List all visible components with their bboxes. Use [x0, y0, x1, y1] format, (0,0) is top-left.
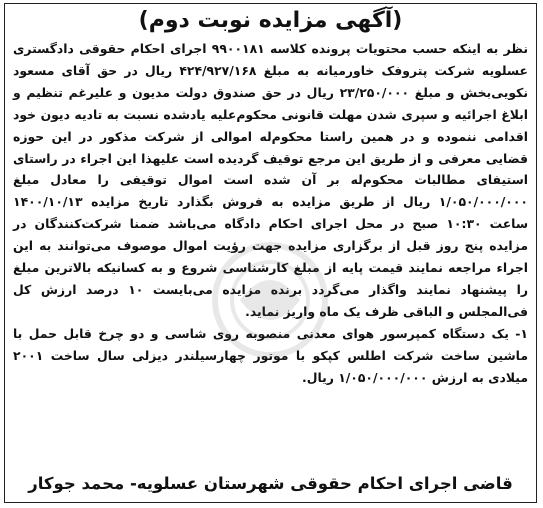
judge-signature: قاضی اجرای احکام حقوقی شهرستان عسلویه- محمد جوکار	[28, 474, 513, 493]
notice-title: (آگهی مزایده نوبت دوم)	[138, 8, 403, 33]
auction-item: ۱- یک دستگاه کمپرسور هوای معدنی منصوبه روی شاسی و دو چرخ قابل حمل با ماشین ساخت شرکت اطلس کپکو با موتور چهارسیلندر دیزلی سال ساخت ۲۰۰۱ میلادی به ارزش ۱/۰۵۰/۰۰۰/۰۰۰ ریال.	[13, 325, 528, 385]
notice-paragraph: نظر به اینکه حسب محتویات پرونده کلاسه ۹۹۰۰۱۸۱ اجرای احکام حقوقی دادگستری عسلویه شرکت پتروفک خاورمیانه به مبلغ ۴۲۴/۹۲۷/۱۶۸ ریال در حق آقای مسعود نکویی‌بخش و مبلغ ۲۳/۲۵۰/۰۰۰ ریال در حق صندوق دولت مدیون و علیرغم تنظیم و ابلاغ اجرائیه و سپری شدن مهلت قانونی محکوم‌علیه یادشده نسبت به تادیه دیون خود اقدامی ننموده و در همین راستا محکوم‌له اموالی از شرکت مذکور در این حوزه قضایی معرفی و از طریق این مرجع توقیف گردیده است علیهذا این اجراء در راستای استیفای مطالبات محکوم‌له بر آن شده است اموال توقیفی را معادل مبلغ ۱/۰۵۰/۰۰۰/۰۰۰ ریال از طریق مزایده به فروش بگذارد تاریخ مزایده ۱۴۰۰/۱۰/۱۳ ساعت ۱۰:۳۰ صبح در محل اجرای احکام دادگاه می‌باشد ضمنا شرکت‌کنندگان در مزایده پنج روز قبل از برگزاری مزایده جهت رؤیت اموال موصوف می‌توانند به این اجراء مراجعه نمایند قیمت پایه از مبلغ کارشناسی شروع و به کسانیکه بالاترین مبلغ را پیشنهاد نمایند واگذار می‌گردد برنده مزایده می‌بایست ۱۰ درصد ارزش کل فی‌المجلس و الباقی ظرف یک ماه واریز نماید.	[13, 41, 529, 319]
auction-notice	[4, 3, 537, 503]
notice-body	[5, 36, 536, 389]
